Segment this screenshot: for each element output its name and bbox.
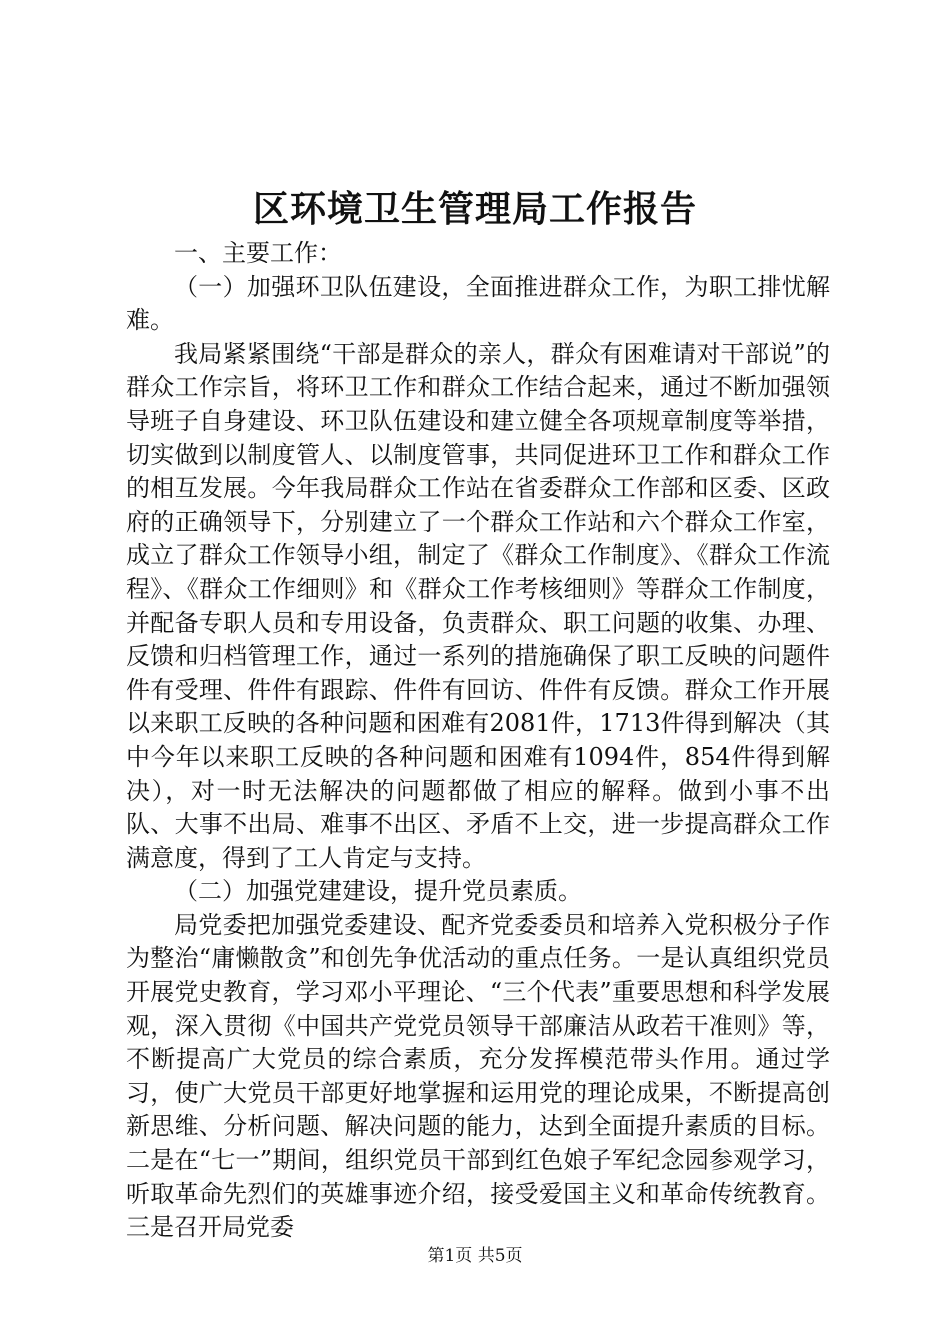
document-body	[126, 237, 830, 1245]
subsection-heading: （一）加强环卫队伍建设，全面推进群众工作，为职工排忧解难。	[126, 272, 830, 335]
body-paragraph: 我局紧紧围绕“干部是群众的亲人，群众有困难请对干部说”的群众工作宗旨，将环卫工作和群众工作结合起来，通过不断加强领导班子自身建设、环卫队伍建设和建立健全各项规章制度等举措，切实做到以制度管人、以制度管事，共同促进环卫工作和群众工作的相互发展。今年我局群众工作站在省委群众工作部和区委、区政府的正确领导下，分别建立了一个群众工作站和六个群众工作室，成立了群众工作领导小组，制定了《群众工作制度》、《群众工作流程》、《群众工作细则》和《群众工作考核细则》等群众工作制度，并配备专职人员和专用设备，负责群众、职工问题的收集、办理、反馈和归档管理工作，通过一系列的措施确保了职工反映的问题件件有受理、件件有跟踪、件件有回访、件件有反馈。群众工作开展以来职工反映的各种问题和困难有2081件，1713件得到解决（其中今年以来职工反映的各种问题和困难有1094件，854件得到解决），对一时无法解决的问题都做了相应的解释。做到小事不出队、大事不出局、难事不出区、矛盾不上交，进一步提高群众工作满意度，得到了工人肯定与支持。	[126, 339, 830, 872]
subsection-heading: （二）加强党建建设，提升党员素质。	[174, 877, 582, 906]
document-title: 区环境卫生管理局工作报告	[252, 188, 697, 230]
body-paragraph: 局党委把加强党委建设、配齐党委委员和培养入党积极分子作为整治“庸懒散贪”和创先争优活动的重点任务。一是认真组织党员开展党史教育，学习邓小平理论、“三个代表”重要思想和科学发展观，深入贯彻《中国共产党党员领导干部廉洁从政若干准则》等，不断提高广大党员的综合素质，充分发挥模范带头作用。通过学习，使广大党员干部更好地掌握和运用党的理论成果，不断提高创新思维、分析问题、解决问题的能力，达到全面提升素质的目标。二是在“七一”期间，组织党员干部到红色娘子军纪念园参观学习，听取革命先烈们的英雄事迹介绍，接受爱国主义和革命传统教育。三是召开局党委	[126, 910, 830, 1242]
page-footer: 第1页 共5页	[427, 1246, 523, 1266]
section-heading: 一、主要工作：	[174, 239, 342, 267]
